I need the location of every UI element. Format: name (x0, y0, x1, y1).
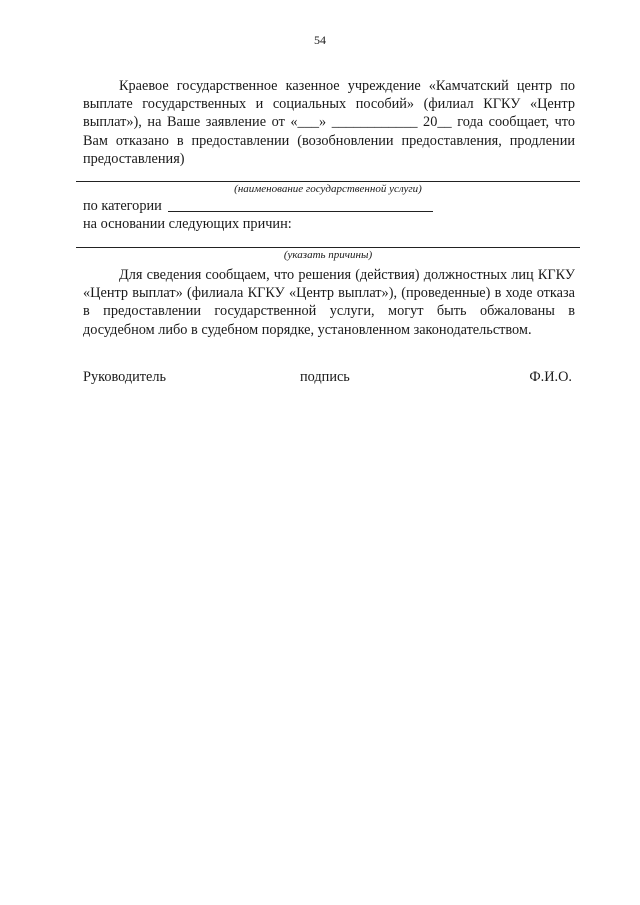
signature-head-label: Руководитель (83, 369, 167, 385)
signature-sign-label: подпись (300, 369, 350, 385)
notice-intro-text: Краевое государственное казенное учреждение «Камчатский центр по выплате государственных и социальных пособий» (филиал КГКУ «Центр выплат»), на Ваше заявление от «___» ____________ 20__ года сообщает, что Вам отказано в предоставлении (возобновлении предоставления, продлении предоставления) (83, 78, 575, 167)
service-name-line (76, 181, 580, 182)
service-name-caption: (наименование государственной услуги) (234, 183, 422, 195)
category-label: по категории (83, 198, 162, 214)
reasons-label: на основании следующих причин: (83, 216, 292, 232)
appeal-info-paragraph (83, 266, 575, 339)
appeal-info-text: Для сведения сообщаем, что решения (действия) должностных лиц КГКУ «Центр выплат» (филиала КГКУ «Центр выплат»), (проведенные) в ходе отказа в предоставлении государственной услуги, могут быть обжалованы в досудебном либо в судебном порядке, установленном законодательством. (83, 267, 575, 338)
notice-intro-paragraph (83, 77, 575, 168)
signature-fio-label: Ф.И.О. (529, 369, 572, 385)
reasons-line (76, 247, 580, 248)
reasons-caption: (указать причины) (283, 249, 373, 261)
category-blank-line (168, 211, 433, 212)
page-number: 54 (314, 33, 326, 47)
